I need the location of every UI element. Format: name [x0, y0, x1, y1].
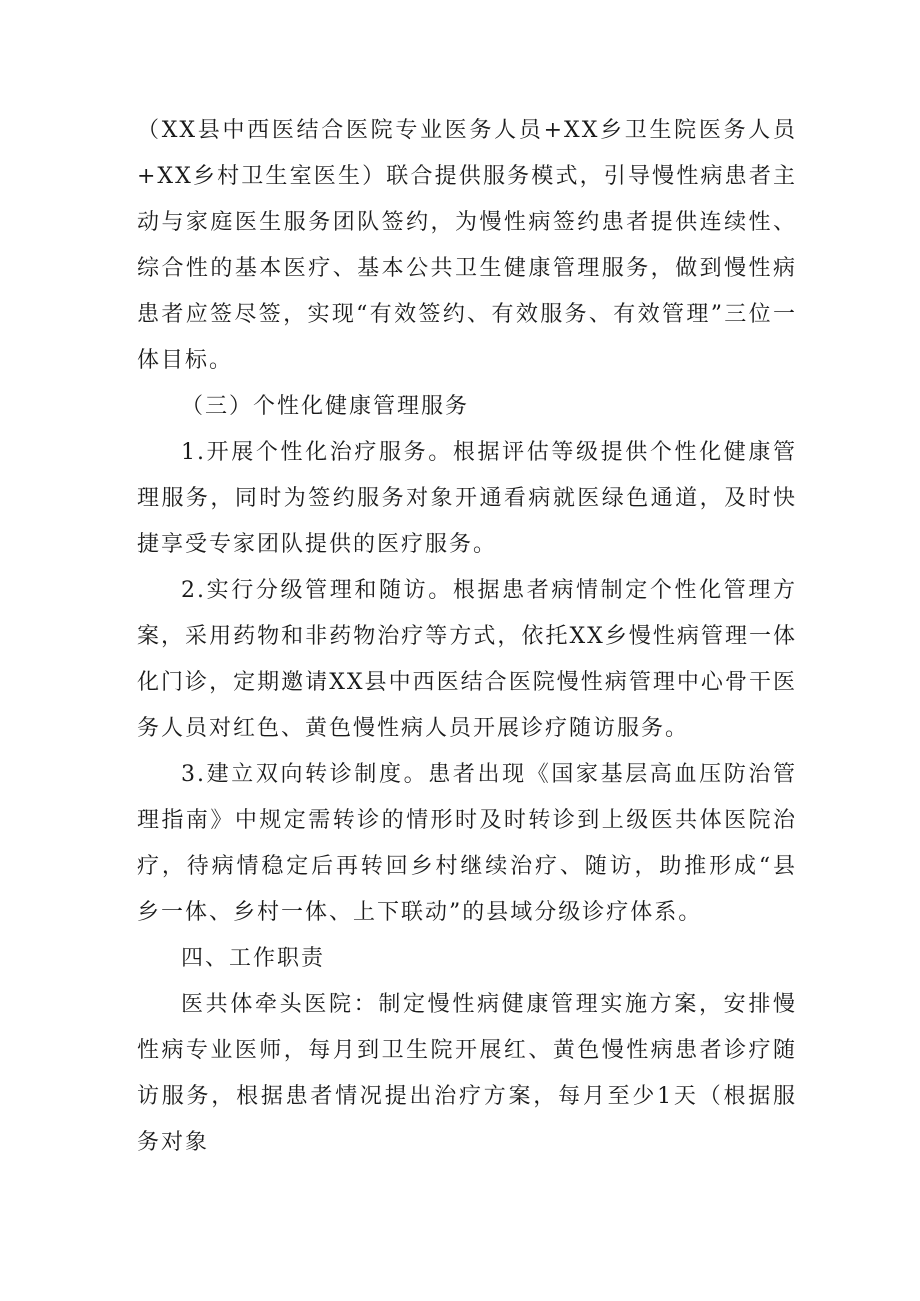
paragraph-item-1: 1.开展个性化治疗服务。根据评估等级提供个性化健康管理服务，同时为签约服务对象开通看病就医绿色通道，及时快捷享受专家团队提供的医疗服务。 — [137, 440, 797, 557]
paragraph-item-2: 2.实行分级管理和随访。根据患者病情制定个性化管理方案，采用药物和非药物治疗等方式，依托XX乡慢性病管理一体化门诊，定期邀请XX县中西医结合医院慢性病管理中心骨干医务人员对红色、黄色慢性病人员开展诊疗随访服务。 — [137, 578, 797, 741]
paragraph-continuation: （XX县中西医结合医院专业医务人员+XX乡卫生院医务人员+XX乡村卫生室医生）联合提供服务模式，引导慢性病患者主动与家庭医生服务团队签约，为慢性病签约患者提供连续性、综合性的基本医疗、基本公共卫生健康管理服务，做到慢性病患者应签尽签，实现“有效签约、有效服务、有效管理”三位一体目标。 — [137, 118, 797, 373]
paragraph-item-3: 3.建立双向转诊制度。患者出现《国家基层高血压防治管理指南》中规定需转诊的情形时及时转诊到上级医共体医院治疗，待病情稳定后再转回乡村继续治疗、随访，助推形成“县乡一体、乡村一体、上下联动”的县域分级诊疗体系。 — [137, 762, 797, 925]
section-heading-work-duties: 四、工作职责 — [181, 946, 326, 971]
document-body — [137, 108, 797, 1166]
subheading-personalized-health-management: （三）个性化健康管理服务 — [181, 394, 470, 419]
paragraph-lead-hospital-duties: 医共体牵头医院：制定慢性病健康管理实施方案，安排慢性病专业医师，每月到卫生院开展红、黄色慢性病患者诊疗随访服务，根据患者情况提出治疗方案，每月至少1天（根据服务对象 — [137, 992, 797, 1155]
